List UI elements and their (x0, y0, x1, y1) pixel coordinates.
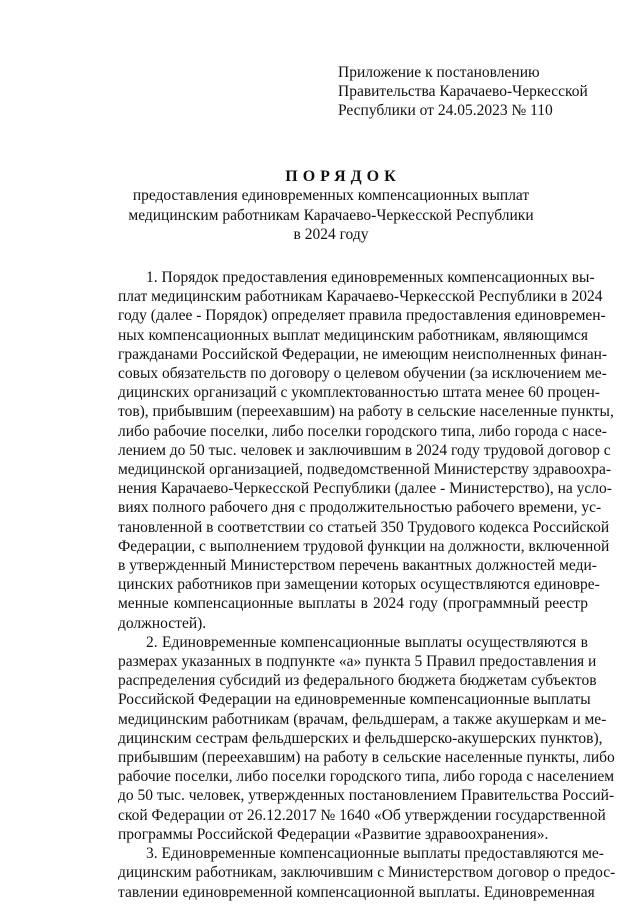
text-line: дицинских организаций с укомплектованностью штата менее 60 процен- (118, 384, 600, 402)
text-line: гражданами Российской Федерации, не имеющим неисполненных финан- (118, 345, 608, 363)
annex-line-1: Приложение к постановлению (338, 64, 540, 81)
paragraph-2 (118, 633, 615, 844)
subtitle-line-3: в 2024 году (293, 226, 369, 243)
text-line: программы Российской Федерации «Развитие здравоохранения». (118, 825, 549, 843)
text-line: 1. Порядок предоставления единовременных компенсационных вы- (146, 269, 595, 286)
text-line: распределения субсидий из федерального бюджета бюджетам субъектов (118, 672, 597, 690)
text-line: 3. Единовременные компенсационные выплаты предоставляются ме- (146, 845, 604, 863)
annex-line-2: Правительства Карачаево-Черкесской (338, 83, 588, 100)
text-line: Российской Федерации на единовременные компенсационные выплаты (118, 691, 591, 709)
text-line: медицинской организацией, подведомственной Министерству здравоохра- (118, 461, 611, 479)
text-line: году (далее - Порядок) определяет правила предоставления единовремен- (118, 307, 606, 325)
annex-line-3: Республики от 24.05.2023 № 110 (338, 102, 553, 119)
text-line: дицинским сестрам фельдшерских и фельдшерско-акушерских пунктов), (118, 729, 603, 747)
paragraph-3 (118, 844, 616, 902)
text-line: прибывшим (переехавшим) на работу в сельские населенные пункты, либо (118, 749, 615, 767)
text-line: до 50 тыс. человек, утвержденных постановлением Правительства Россий- (118, 787, 615, 805)
text-line: ных компенсационных выплат медицинским работникам, являющимся (118, 326, 588, 344)
document-title: ПОРЯДОК (285, 168, 401, 185)
text-line: должностей). (118, 614, 207, 632)
document-body (118, 268, 616, 902)
text-line: медицинским работникам (врачам, фельдшерам, а также акушеркам и ме- (118, 710, 607, 728)
text-line: тов), прибывшим (переехавшим) на работу в сельские населенные пункты, (118, 403, 614, 421)
text-line: в утвержденный Министерством перечень вакантных должностей меди- (118, 557, 597, 575)
paragraph-1 (118, 268, 614, 633)
document-subtitle (0, 186, 640, 245)
text-line: размерах указанных в подпункте «а» пункта 5 Правил предоставления и (118, 653, 597, 671)
annex-header (338, 63, 618, 120)
text-line: дицинским работникам, заключившим с Министерством договор о предос- (118, 864, 616, 882)
text-line: виях полного рабочего дня с продолжительностью рабочего времени, ус- (118, 499, 602, 517)
text-line: Федерации, с выполнением трудовой функции на должности, включенной (118, 537, 610, 555)
text-line: плат медицинским работникам Карачаево-Черкесской Республики в 2024 (118, 288, 603, 306)
text-line: совых обязательств по договору о целевом обучении (за исключением ме- (118, 365, 607, 383)
text-line: цинских работников при замещении которых осуществляются единовре- (118, 576, 600, 594)
text-line: тановленной в соответствии со статьей 350 Трудового кодекса Российской (118, 518, 610, 536)
text-line: нения Карачаево-Черкесской Республики (далее - Министерство), на усло- (118, 480, 612, 498)
text-line: ской Федерации от 26.12.2017 № 1640 «Об утверждении государственной (118, 806, 606, 824)
subtitle-line-2: медицинским работникам Карачаево-Черкесской Республики (128, 206, 534, 224)
subtitle-line-1: предоставления единовременных компенсационных выплат (132, 187, 530, 204)
text-line: лением до 50 тыс. человек и заключившим в 2024 году трудовой договор с (118, 441, 611, 459)
text-line: либо рабочие поселки, либо поселки городского типа, либо города с насе- (118, 422, 607, 440)
text-line: менные компенсационные выплаты в 2024 году (программный реестр (118, 595, 588, 613)
text-line: 2. Единовременные компенсационные выплаты осуществляются в (146, 633, 588, 651)
text-line: тавлении единовременной компенсационной выплаты. Единовременная (118, 883, 595, 901)
text-line: рабочие поселки, либо поселки городского типа, либо города с населением (118, 768, 615, 786)
